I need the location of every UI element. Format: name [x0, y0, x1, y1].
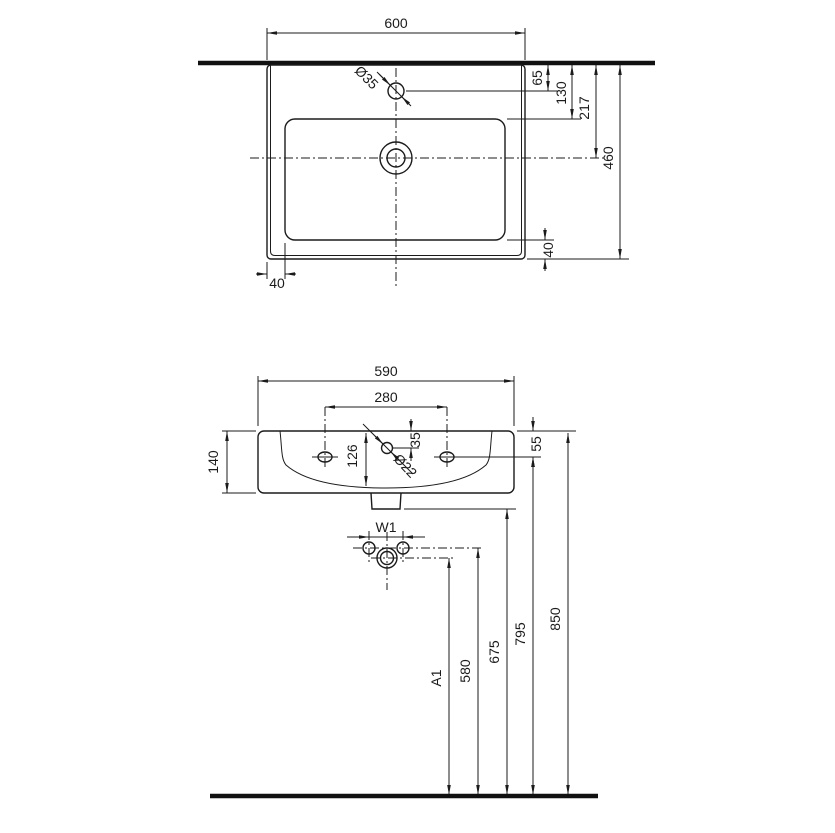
dim-depth-460 — [527, 65, 629, 259]
dim-126-label: 126 — [344, 444, 360, 468]
dim-40-side-label: 40 — [269, 275, 285, 291]
dim-460-label: 460 — [600, 146, 616, 170]
dim-590-label: 590 — [374, 363, 398, 379]
dim-holes-55 — [517, 417, 576, 471]
dim-850 — [547, 433, 568, 795]
dim-795-label: 795 — [512, 622, 528, 646]
front-view — [205, 363, 598, 796]
dim-tap-hole-dia: Ø35 — [351, 62, 382, 93]
dim-35-label: 35 — [407, 432, 423, 448]
basin-opening — [285, 119, 505, 240]
tap-hole-dia-leader — [352, 62, 411, 106]
dim-40-rear-label: 40 — [540, 242, 556, 258]
dim-580 — [457, 548, 478, 795]
dim-fixing-w1 — [347, 519, 425, 537]
dim-65-label: 65 — [529, 70, 545, 86]
waste-assembly — [353, 531, 483, 590]
dim-rear-gap-40 — [507, 228, 556, 271]
dim-675-label: 675 — [486, 640, 502, 664]
dim-overflow-35 — [407, 419, 423, 461]
dim-795 — [512, 457, 533, 795]
dim-w1-label: W1 — [375, 519, 397, 535]
dim-600-label: 600 — [384, 15, 408, 31]
top-view — [198, 15, 655, 291]
dim-675 — [486, 509, 507, 795]
dim-tap-65 — [406, 65, 557, 91]
dim-drain-217 — [576, 65, 596, 158]
dim-width-600 — [267, 15, 525, 60]
dim-217-label: 217 — [576, 96, 592, 120]
dim-280-label: 280 — [374, 389, 398, 405]
dim-a1-label: A1 — [428, 669, 444, 687]
dim-140-label: 140 — [205, 450, 221, 474]
dim-height-140 — [205, 431, 256, 493]
drain-trap — [371, 493, 401, 509]
bowl-interior-profile — [280, 431, 492, 488]
dim-580-label: 580 — [457, 659, 473, 683]
dim-130-label: 130 — [553, 81, 569, 105]
dim-overflow-dia: Ø22 — [390, 450, 421, 481]
dim-bowl-depth-126 — [344, 433, 366, 486]
dim-side-gap-40 — [256, 243, 296, 291]
basin-front-outline — [258, 431, 514, 493]
dim-55-label: 55 — [528, 436, 544, 452]
dim-a1 — [428, 558, 449, 795]
dim-850-label: 850 — [547, 607, 563, 631]
